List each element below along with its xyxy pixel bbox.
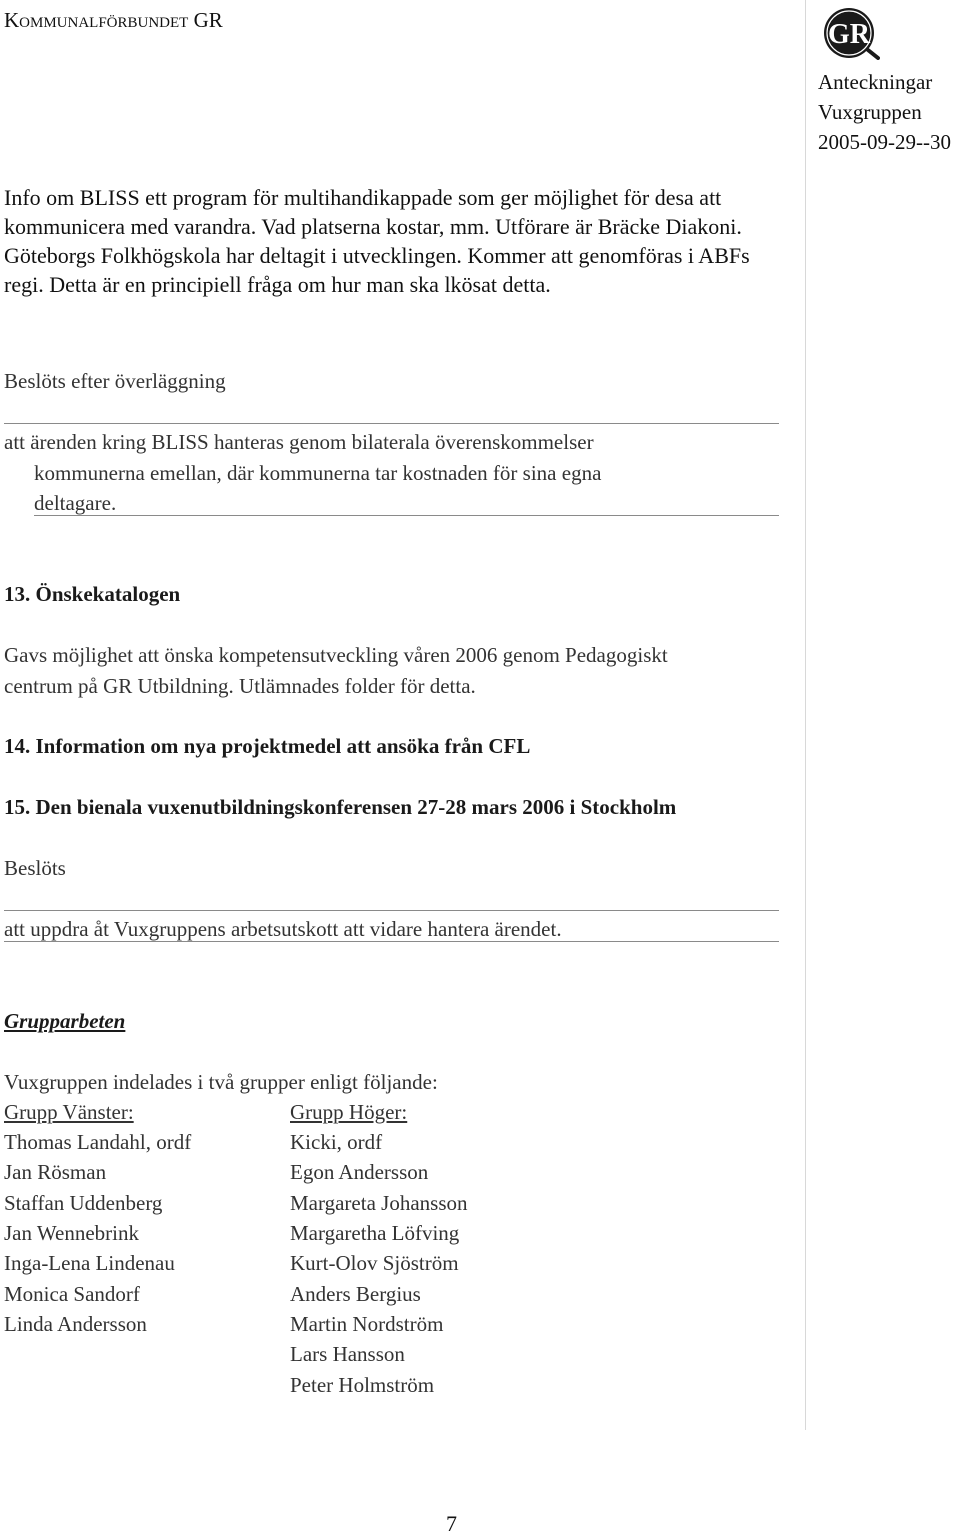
group-member: Anders Bergius xyxy=(290,1282,421,1306)
group-member: Jan Wennebrink xyxy=(4,1221,139,1245)
info-paragraph: Info om BLISS ett program för multihandikappade som ger möjlighet för desa att kommunicera med varandra. Vad platserna kostar, mm. Utförare är Bräcke Diakoni. Göteborgs Folkhögskola har deltagit i utvecklingen. Kommer att genomföras i ABFs regi. Detta är en principiell fråga om hur man ska lkösat detta. xyxy=(4,185,750,297)
group-member: Inga-Lena Lindenau xyxy=(4,1251,175,1275)
group-right-title: Grupp Höger: xyxy=(290,1100,408,1124)
group-member: Monica Sandorf xyxy=(4,1282,140,1306)
decision-rule-top xyxy=(4,910,779,911)
group-member: Thomas Landahl, ordf xyxy=(4,1130,192,1154)
page-number: 7 xyxy=(446,1511,457,1536)
group-member: Margaretha Löfving xyxy=(290,1221,460,1245)
decision-text-line: att ärenden kring BLISS hanteras genom bilaterala överenskommelser xyxy=(4,430,594,454)
meeting-date-label: 2005-09-29--30 xyxy=(818,130,951,154)
group-member: Peter Holmström xyxy=(290,1373,435,1397)
agenda-item-heading: 13. Önskekatalogen xyxy=(4,582,181,606)
group-member: Linda Andersson xyxy=(4,1312,147,1336)
document-type-label: Anteckningar xyxy=(818,70,933,94)
decision-rule-bottom xyxy=(34,515,779,516)
group-member: Jan Rösman xyxy=(4,1160,107,1184)
decision-heading: Beslöts efter överläggning xyxy=(4,369,226,393)
group-member: Kicki, ordf xyxy=(290,1130,383,1154)
decision-text-line: deltagare. xyxy=(34,491,117,515)
agenda-item-heading: 15. Den bienala vuxenutbildningskonferensen 27-28 mars 2006 i Stockholm xyxy=(4,795,677,819)
group-left-title: Grupp Vänster: xyxy=(4,1100,134,1124)
group-member: Margareta Johansson xyxy=(290,1191,468,1215)
agenda-item-heading: 14. Information om nya projektmedel att ansöka från CFL xyxy=(4,734,531,758)
sidebar-divider xyxy=(805,0,806,1430)
org-name: Kommunalförbundet GR xyxy=(4,8,223,32)
group-name-label: Vuxgruppen xyxy=(818,100,922,124)
group-member: Staffan Uddenberg xyxy=(4,1191,163,1215)
group-intro-text: Vuxgruppen indelades i två grupper enligt följande: xyxy=(4,1070,438,1094)
agenda-item-text: Gavs möjlighet att önska kompetensutveckling våren 2006 genom Pedagogiskt xyxy=(4,643,668,667)
logo-text: GR xyxy=(828,19,870,50)
group-member: Kurt-Olov Sjöström xyxy=(290,1251,459,1275)
gr-logo-icon xyxy=(822,6,880,60)
group-member: Lars Hansson xyxy=(290,1342,405,1366)
agenda-item-text: centrum på GR Utbildning. Utlämnades folder för detta. xyxy=(4,674,476,698)
decision-text-line: att uppdra åt Vuxgruppens arbetsutskott att vidare hantera ärendet. xyxy=(4,917,562,941)
decision-text-line: kommunerna emellan, där kommunerna tar kostnaden för sina egna xyxy=(34,461,602,485)
group-member: Martin Nordström xyxy=(290,1312,444,1336)
section-heading: Grupparbeten xyxy=(4,1009,126,1033)
group-member: Egon Andersson xyxy=(290,1160,429,1184)
decision-rule-top xyxy=(4,423,779,424)
decision-rule-bottom xyxy=(4,941,779,942)
decision-heading: Beslöts xyxy=(4,856,66,880)
